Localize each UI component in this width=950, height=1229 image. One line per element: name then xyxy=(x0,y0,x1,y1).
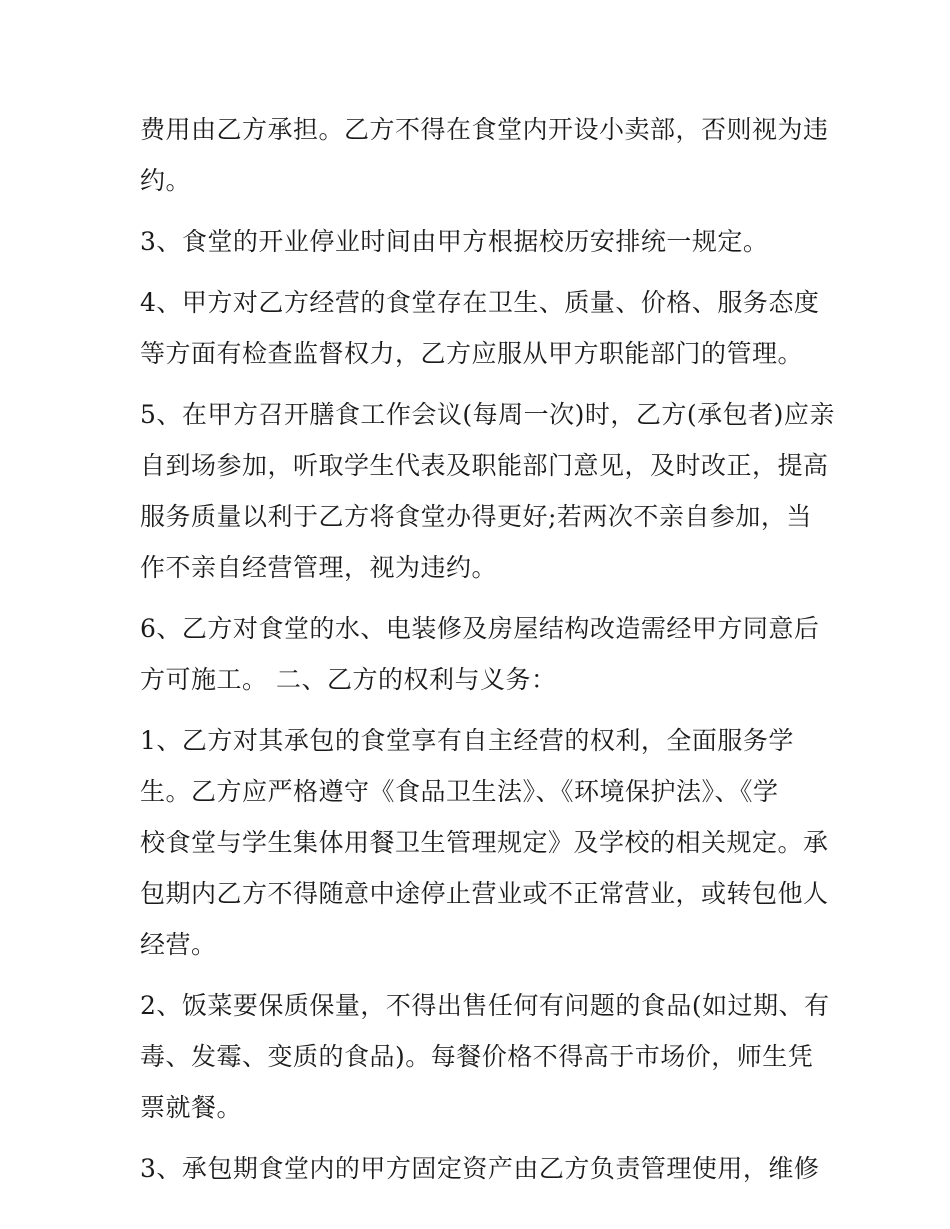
text-line: 1、乙方对其承包的食堂享有自主经营的权利，全面服务学 xyxy=(140,726,794,755)
text-line: 约。 xyxy=(140,166,192,195)
document-body xyxy=(140,104,835,1194)
text-line: 包期内乙方不得随意中途停止营业或不正常营业，或转包他人 xyxy=(140,879,829,908)
text-line: 2、饭菜要保质保量，不得出售任何有问题的食品(如过期、有 xyxy=(140,991,830,1020)
text-line: 生。乙方应严格遵守《食品卫生法》、《环境保护法》、《学 xyxy=(140,777,779,806)
text-line: 校食堂与学生集体用餐卫生管理规定》及学校的相关规定。承 xyxy=(140,828,829,857)
paragraph-item-6 xyxy=(140,603,820,705)
text-line: 作不亲自经营管理，视为违约。 xyxy=(140,553,498,582)
text-line: 经营。 xyxy=(140,930,217,959)
paragraph-party-b-item-2 xyxy=(140,980,830,1133)
paragraph-item-4 xyxy=(140,277,820,379)
paragraph-item-3 xyxy=(140,216,820,267)
paragraph-party-b-item-3 xyxy=(140,1143,820,1194)
text-line: 服务质量以利于乙方将食堂办得更好;若两次不亲自参加，当 xyxy=(140,502,812,531)
text-line: 5、在甲方召开膳食工作会议(每周一次)时，乙方(承包者)应亲 xyxy=(140,400,835,429)
text-line: 4、甲方对乙方经营的食堂存在卫生、质量、价格、服务态度 xyxy=(140,288,820,317)
text-line: 费用由乙方承担。乙方不得在食堂内开设小卖部，否则视为违 xyxy=(140,115,829,144)
paragraph-continuation xyxy=(140,104,829,206)
text-line: 3、食堂的开业停业时间由甲方根据校历安排统一规定。 xyxy=(140,227,769,256)
text-line: 3、承包期食堂内的甲方固定资产由乙方负责管理使用，维修 xyxy=(140,1154,820,1183)
text-line: 自到场参加，听取学生代表及职能部门意见，及时改正，提高 xyxy=(140,451,829,480)
text-line: 6、乙方对食堂的水、电装修及房屋结构改造需经甲方同意后 xyxy=(140,614,820,643)
text-line: 等方面有检查监督权力，乙方应服从甲方职能部门的管理。 xyxy=(140,339,804,368)
paragraph-party-b-item-1 xyxy=(140,715,829,970)
paragraph-item-5 xyxy=(140,389,835,593)
text-line: 票就餐。 xyxy=(140,1093,243,1122)
text-line: 方可施工。 二、乙方的权利与义务： xyxy=(140,665,557,694)
text-line: 毒、发霉、变质的食品)。每餐价格不得高于市场价，师生凭 xyxy=(140,1042,814,1071)
